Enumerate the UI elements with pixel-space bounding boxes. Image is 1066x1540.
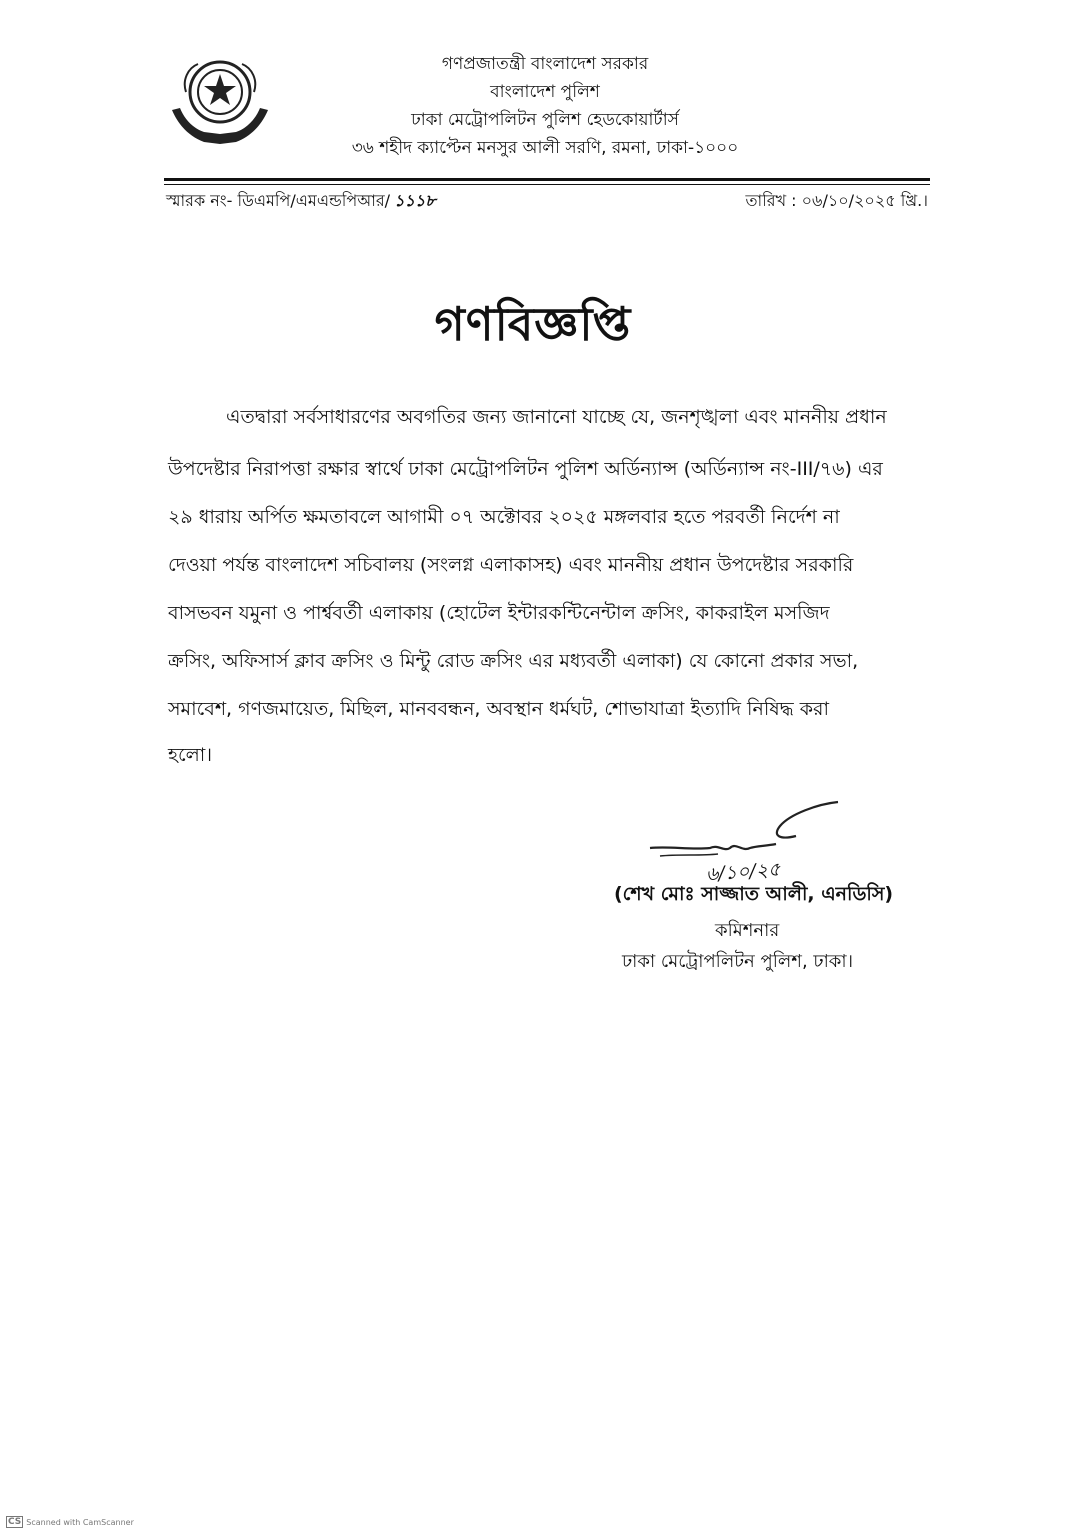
body-line-4: দেওয়া পর্যন্ত বাংলাদেশ সচিবালয় (সংলগ্ন এলাকাসহ) এবং মাননীয় প্রধান উপদেষ্টার সরকারি — [168, 554, 854, 576]
signatory-office: ঢাকা মেট্রোপলিটন পুলিশ, ঢাকা। — [622, 951, 854, 972]
header-divider-thick — [164, 178, 930, 181]
body-line-2: উপদেষ্টার নিরাপত্তা রক্ষার স্বার্থে ঢাকা মেট্রোপলিটন পুলিশ অর্ডিন্যান্স (অর্ডিন্যান্স নং-III/৭৬) এর — [168, 458, 883, 480]
header-divider-thin — [164, 184, 930, 185]
body-line-3: ২৯ ধারায় অর্পিত ক্ষমতাবলে আগামী ০৭ অক্টোবর ২০২৫ মঙ্গলবার হতে পরবর্তী নির্দেশ না — [168, 506, 840, 528]
date-value: ০৬/১০/২০২৫ খ্রি.। — [801, 191, 928, 210]
signatory-name: (শেখ মোঃ সাজ্জাত আলী, এনডিসি) — [614, 883, 894, 905]
body-line-1: এতদ্বারা সর্বসাধারণের অবগতির জন্য জানানো যাচ্ছে যে, জনশৃঙ্খলা এবং মাননীয় প্রধান — [226, 406, 887, 428]
header-line-address: ৩৬ শহীদ ক্যাপ্টেন মনসুর আলী সরণি, রমনা, ঢাকা-১০০০ — [351, 138, 739, 158]
memo-reference — [166, 188, 436, 215]
memo-date — [746, 188, 928, 215]
signatory-designation: কমিশনার — [715, 920, 780, 941]
notice-title: গণবিজ্ঞপ্তি — [434, 297, 632, 351]
scanner-watermark — [6, 1516, 134, 1528]
camscanner-icon: CS — [8, 1517, 22, 1527]
memo-label: স্মারক নং- ডিএমপি/এমএন্ডপিআর/ — [166, 191, 391, 210]
police-emblem-logo — [164, 52, 276, 148]
body-line-8: হলো। — [168, 744, 213, 766]
signature-date: ৬/১০/২৫ — [705, 858, 782, 886]
memo-number: ১১১৮ — [394, 191, 436, 210]
header-line-police: বাংলাদেশ পুলিশ — [490, 82, 600, 102]
body-line-5: বাসভবন যমুনা ও পার্শ্ববর্তী এলাকায় (হোটেল ইন্টারকন্টিনেন্টাল ক্রসিং, কাকরাইল মসজিদ — [168, 602, 830, 624]
watermark-text: Scanned with CamScanner — [26, 1517, 134, 1527]
date-label: তারিখ : — [745, 191, 797, 210]
body-line-6: ক্রসিং, অফিসার্স ক্লাব ক্রসিং ও মিন্টু রোড ক্রসিং এর মধ্যবর্তী এলাকা) যে কোনো প্রকার সভা, — [168, 650, 859, 672]
body-line-7: সমাবেশ, গণজমায়েত, মিছিল, মানববন্ধন, অবস্থান ধর্মঘট, শোভাযাত্রা ইত্যাদি নিষিদ্ধ করা — [168, 698, 829, 720]
letterhead — [300, 50, 790, 162]
header-line-government: গণপ্রজাতন্ত্রী বাংলাদেশ সরকার — [441, 54, 649, 74]
header-line-dmp: ঢাকা মেট্রোপলিটন পুলিশ হেডকোয়ার্টার্স — [411, 110, 679, 130]
